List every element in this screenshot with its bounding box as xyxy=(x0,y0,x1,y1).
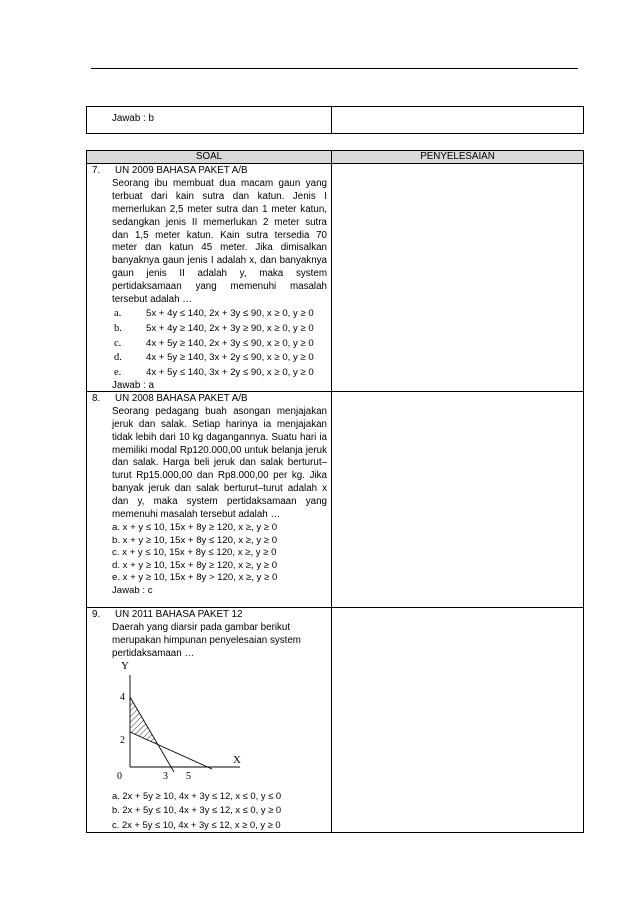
option-b: b. x + y ≥ 10, 15x + 8y ≤ 120, x ≥, y ≥ 0 xyxy=(112,534,278,546)
option-a: a. 5x + 4y ≤ 140, 2x + 3y ≤ 90, x ≥ 0, y ≥ 0 xyxy=(114,307,314,319)
question-text: Seorang ibu membuat dua macam gaun yang terbuat dari kain sutra dan katun. Jenis I memerlukan 2,5 meter sutra dan 1 meter katun, sedangkan jenis II memerlukan 2 meter sutra dan 1,5 meter katun. Kain sutra tersedia 70 meter dan katun 45 meter. Jika dimisalkan banyaknya gaun jenis I adalah x, dan banyaknya gaun jenis II adalah y, maka system pertidaksamaan yang memenuhi masalah tersebut adalah … xyxy=(112,177,327,306)
header-soal: SOAL xyxy=(87,151,332,164)
header-rule xyxy=(91,68,578,69)
option-b: b. 2x + 5y ≤ 10, 4x + 3y ≤ 12, x ≤ 0, y ≥ 0 xyxy=(112,804,282,816)
question-text-line: Daerah yang diarsir pada gambar berikut xyxy=(112,621,291,633)
question-number: 7. xyxy=(92,165,101,176)
line-2x-5y-10 xyxy=(130,732,212,769)
previous-answer: Jawab : b xyxy=(112,113,154,124)
table-header-row xyxy=(87,151,584,164)
x-axis-label: X xyxy=(233,753,241,766)
question-answer: Jawab : a xyxy=(112,379,154,391)
origin-label: 0 xyxy=(117,770,122,782)
option-d: d. x + y ≥ 10, 15x + 8y ≥ 120, x ≥, y ≥ 0 xyxy=(112,559,278,571)
option-b: b. 5x + 4y ≥ 140, 2x + 3y ≥ 90, x ≥ 0, y ≥ 0 xyxy=(114,322,314,334)
question-text-line: merupakan himpunan penyelesaian system xyxy=(112,634,301,646)
option-e: e. 4x + 5y ≤ 140, 3x + 2y ≤ 90, x ≥ 0, y ≥ 0 xyxy=(114,367,314,379)
table-row xyxy=(87,164,584,392)
question-9-cell xyxy=(87,607,332,832)
solution-7-cell xyxy=(332,164,584,392)
question-8-cell xyxy=(87,391,332,607)
table-row xyxy=(87,391,584,607)
y-tick-2: 2 xyxy=(120,734,125,746)
question-source: UN 2008 BAHASA PAKET A/B xyxy=(115,392,248,404)
option-c: c. 2x + 5y ≤ 10, 4x + 3y ≤ 12, x ≥ 0, y ≥ 0 xyxy=(112,818,281,830)
question-source: UN 2011 BAHASA PAKET 12 xyxy=(115,608,243,620)
solution-9-cell xyxy=(332,607,584,832)
option-a: a. x + y ≤ 10, 15x + 8y ≥ 120, x ≥, y ≥ 0 xyxy=(112,522,278,534)
question-table xyxy=(86,150,584,833)
inequality-graph xyxy=(112,661,262,789)
header-penyelesaian: PENYELESAIAN xyxy=(332,151,584,164)
option-c: c. 4x + 5y ≥ 140, 2x + 3y ≤ 90, x ≥ 0, y ≥ 0 xyxy=(114,337,314,349)
question-number: 9. xyxy=(92,608,101,620)
question-answer: Jawab : c xyxy=(112,584,153,596)
y-tick-4: 4 xyxy=(120,691,125,703)
x-tick-3: 3 xyxy=(163,770,168,782)
previous-answer-table xyxy=(86,106,584,134)
question-source: UN 2009 BAHASA PAKET A/B xyxy=(115,165,248,176)
option-a: a. 2x + 5y ≥ 10, 4x + 3y ≤ 12, x ≤ 0, y ≤ 0 xyxy=(112,789,282,801)
previous-answer-cell xyxy=(87,107,332,134)
question-text-line: pertidaksamaan … xyxy=(112,647,195,659)
option-c: c. x + y ≤ 10, 15x + 8y ≤ 120, x ≥, y ≥ 0 xyxy=(112,547,277,559)
question-number: 8. xyxy=(92,392,101,404)
y-axis-label: Y xyxy=(121,660,129,672)
option-e: e. x + y ≥ 10, 15x + 8y > 120, x ≥, y ≥ 0 xyxy=(112,572,278,584)
question-7-cell xyxy=(87,164,332,392)
x-tick-5: 5 xyxy=(186,770,191,782)
option-d: d. 4x + 5y ≥ 140, 3x + 2y ≤ 90, x ≥ 0, y ≥ 0 xyxy=(114,352,314,364)
question-text: Seorang pedagang buah asongan menjajakan jeruk dan salak. Setiap harinya ia menjajakan tidak lebih dari 10 kg dagangannya. Suatu hari ia memiliki modal Rp120.000,00 untuk belanja jeruk dan salak. Harga beli jeruk dan salak berturut–turut Rp15.000,00 dan Rp8.000,00 per kg. Jika banyak jeruk dan salak berturut–turut adalah x dan y, maka system pertidaksamaan yang memenuhi masalah tersebut adalah … xyxy=(112,405,327,521)
solution-8-cell xyxy=(332,391,584,607)
table-row xyxy=(87,607,584,832)
previous-solution-cell xyxy=(332,107,584,134)
